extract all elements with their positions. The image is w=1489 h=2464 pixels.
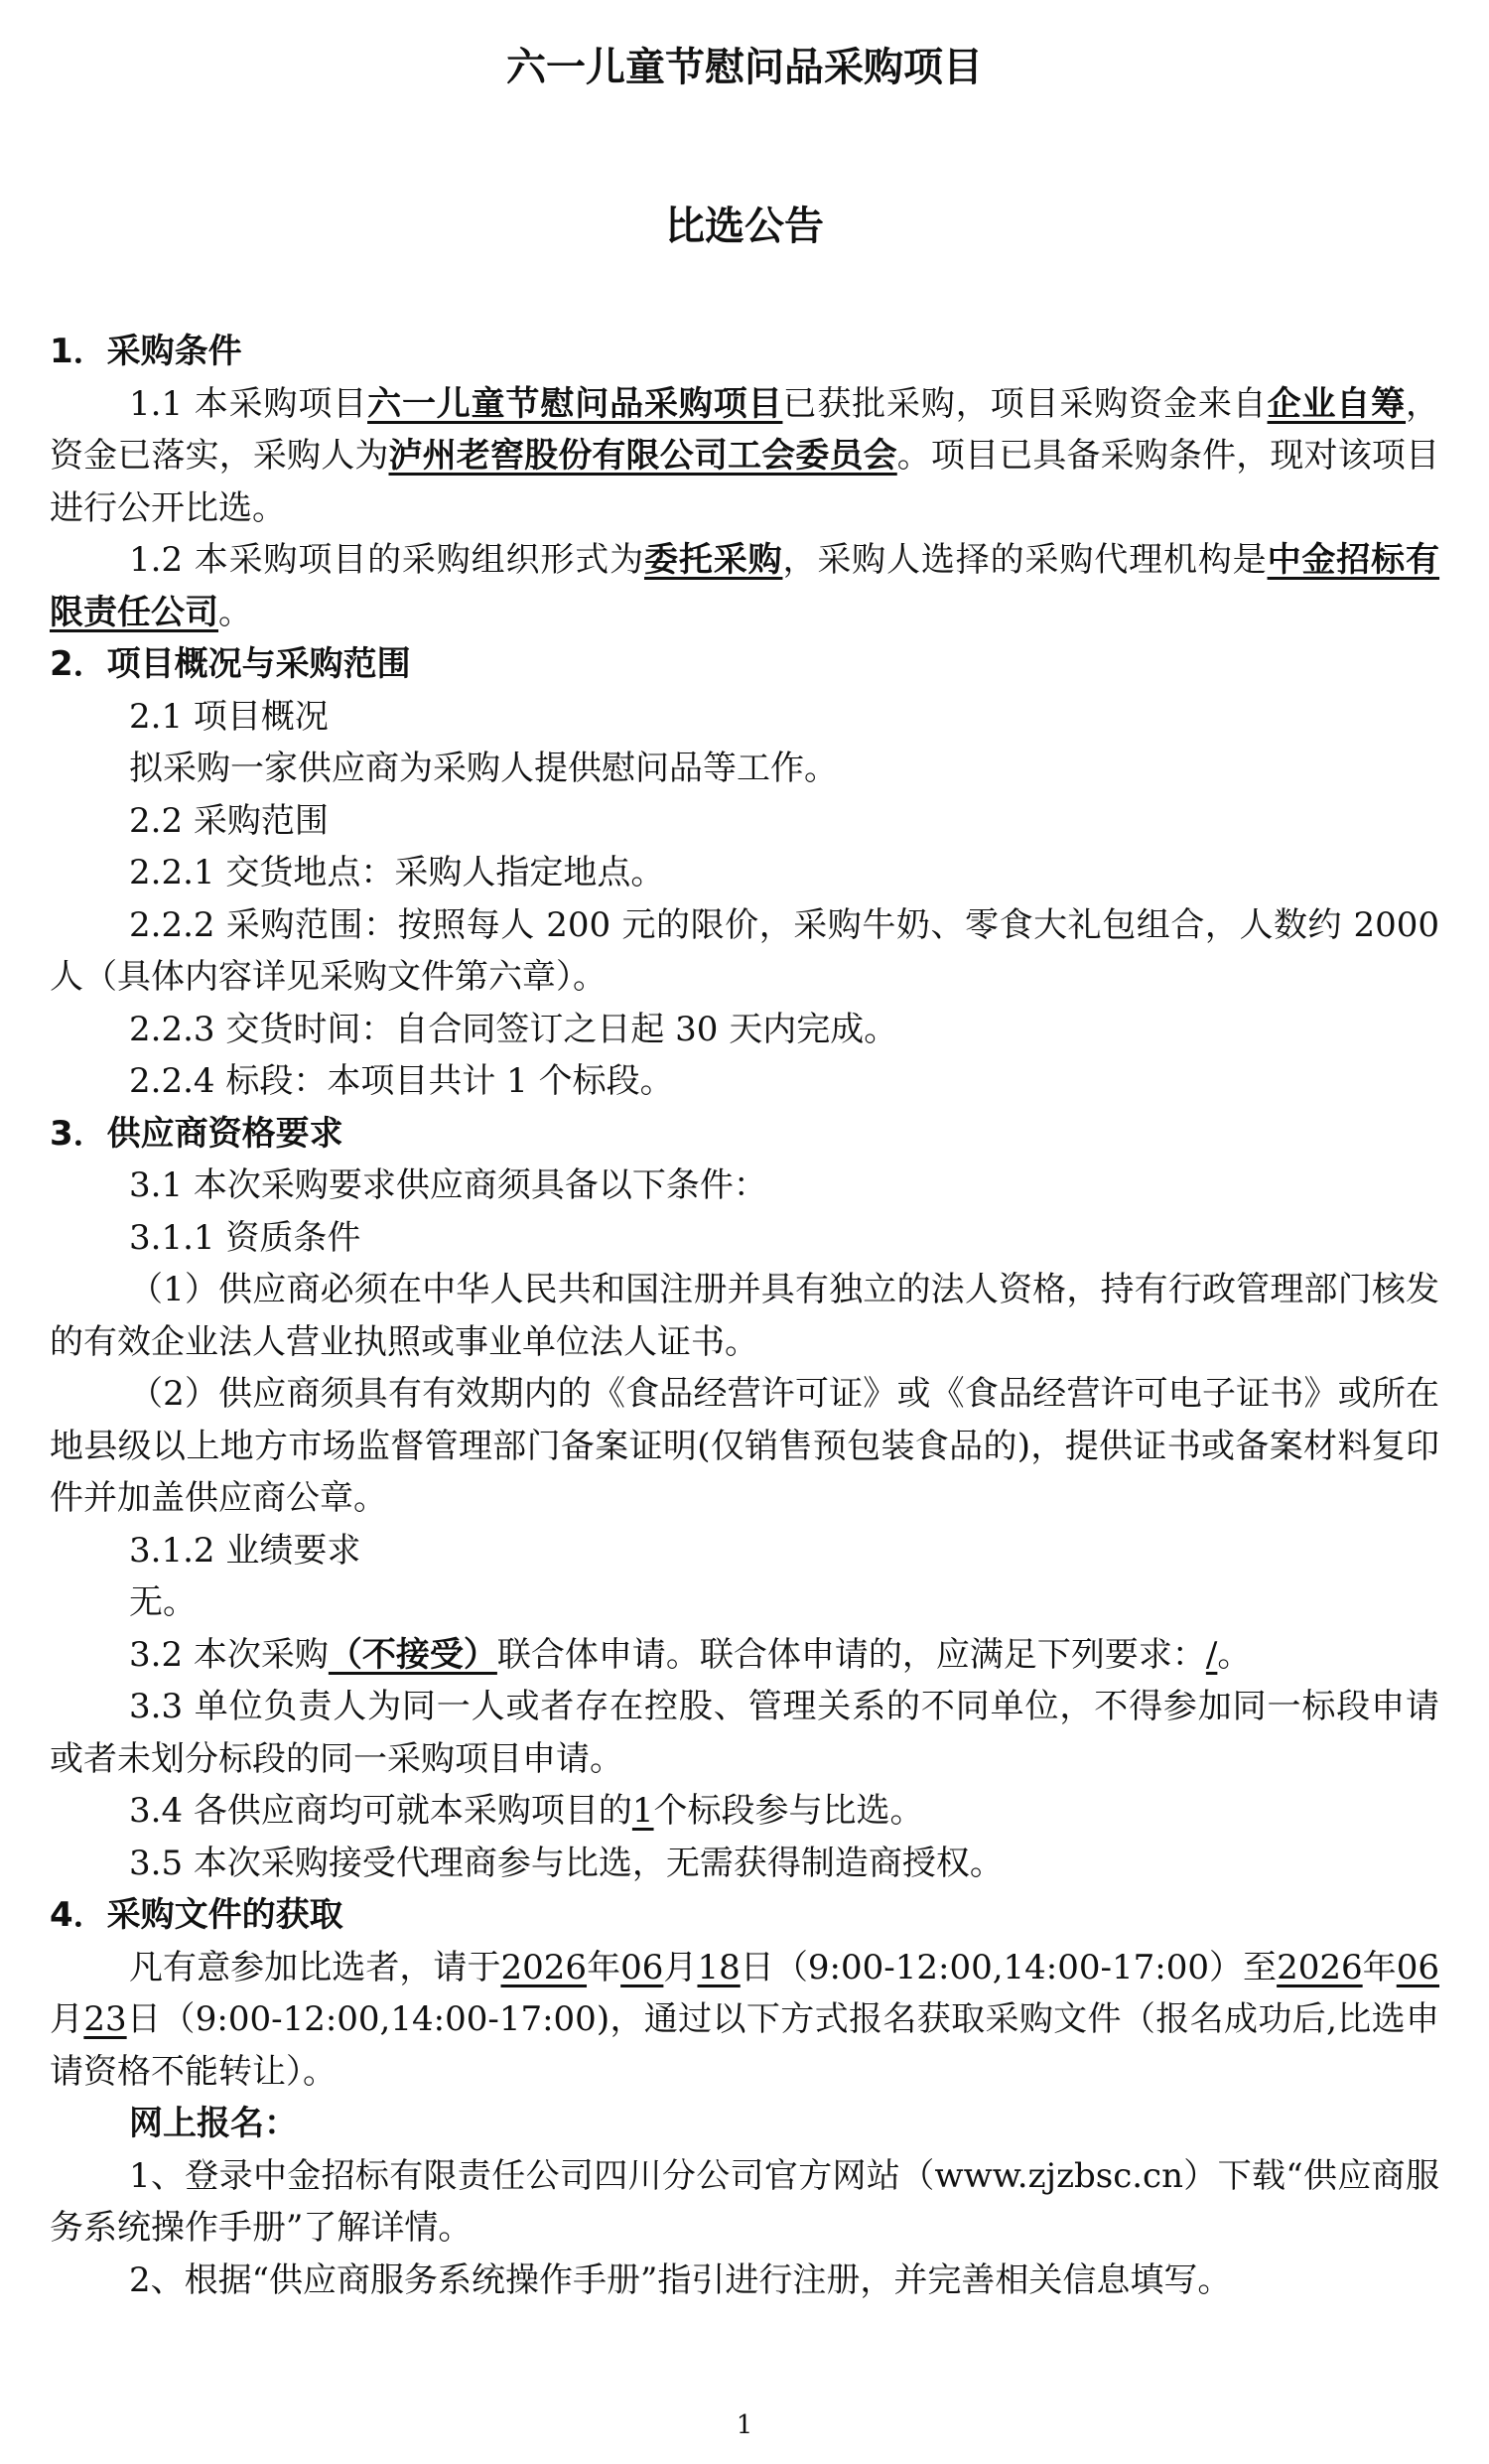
- document-body: [50, 326, 1439, 2306]
- start-day: 18: [697, 1947, 741, 1987]
- text: 月: [663, 1947, 698, 1987]
- section-1-heading: 1．采购条件: [50, 332, 242, 371]
- start-year: 2026: [500, 1947, 588, 1987]
- line-2-2-2: 2.2.2 采购范围：按照每人 200 元的限价，采购牛奶、零食大礼包组合，人数约 2000 人（具体内容详见采购文件第六章）。: [50, 904, 1439, 997]
- line-3-1: 3.1 本次采购要求供应商须具备以下条件：: [129, 1165, 767, 1205]
- text: 3.4 各供应商均可就本采购项目的: [129, 1791, 632, 1831]
- text: 日（9:00-12:00,14:00-17:00)，通过以下方式报名获取采购文件（报名成功后,比选申请资格不能转让）。: [50, 1999, 1440, 2092]
- text: 个标段参与比选。: [653, 1791, 924, 1831]
- text: 1.2 本采购项目的采购组织形式为: [129, 540, 644, 580]
- text: 1.1 本采购项目: [129, 383, 368, 424]
- text: 月: [50, 1999, 84, 2039]
- online-step-2: 2、根据“供应商服务系统操作手册”指引进行注册，并完善相关信息填写。: [129, 2259, 1232, 2300]
- paragraph-1-1: [50, 378, 1439, 535]
- consortium-requirements: /: [1205, 1634, 1218, 1675]
- text: 联合体申请。联合体申请的，应满足下列要求：: [496, 1634, 1206, 1675]
- line-3-1-2: 3.1.2 业绩要求: [129, 1530, 361, 1571]
- text: ，采购人选择的采购代理机构是: [782, 540, 1268, 580]
- line-2-2: 2.2 采购范围: [129, 800, 329, 841]
- online-registration-heading: 网上报名：: [129, 2104, 298, 2143]
- text: 日（9:00-12:00,14:00-17:00）至: [740, 1947, 1278, 1987]
- end-day: 23: [83, 1999, 127, 2039]
- text: 。: [1217, 1634, 1252, 1675]
- text: 3.2 本次采购: [129, 1634, 329, 1675]
- section-2-heading: 2．项目概况与采购范围: [50, 644, 411, 684]
- agency-name: 中金招标有限责任公司: [50, 540, 1440, 632]
- end-month: 06: [1396, 1947, 1439, 1987]
- consortium-acceptance: （不接受）: [328, 1634, 497, 1675]
- document-title: 六一儿童节慰问品采购项目: [506, 45, 983, 90]
- line-3-4: [50, 1785, 1439, 1838]
- online-step-1: 1、登录中金招标有限责任公司四川分公司官方网站（www.zjzbsc.cn）下载“供应商服务系统操作手册”了解详情。: [50, 2155, 1439, 2248]
- section-4-heading: 4．采购文件的获取: [50, 1895, 343, 1935]
- start-month: 06: [620, 1947, 664, 1987]
- line-3-3: 3.3 单位负责人为同一人或者存在控股、管理关系的不同单位，不得参加同一标段申请或者未划分标段的同一采购项目申请。: [50, 1687, 1439, 1779]
- line-2-1: 2.1 项目概况: [129, 696, 329, 737]
- text: 已获批采购，项目采购资金来自: [782, 383, 1268, 424]
- line-2-2-3: 2.2.3 交货时间：自合同签订之日起 30 天内完成。: [129, 1009, 898, 1049]
- paragraph-4-1: [50, 1942, 1439, 2099]
- line-3-5: 3.5 本次采购接受代理商参与比选，无需获得制造商授权。: [129, 1843, 1004, 1883]
- end-year: 2026: [1277, 1947, 1363, 1987]
- line-2-1-text: 拟采购一家供应商为采购人提供慰问品等工作。: [129, 749, 838, 788]
- page-number: 1: [736, 2410, 753, 2440]
- line-3-1-1: 3.1.1 资质条件: [129, 1217, 361, 1258]
- lot-count: 1: [631, 1791, 654, 1831]
- line-3-1-2-text: 无。: [129, 1582, 197, 1622]
- fund-source: 企业自筹: [1267, 383, 1407, 424]
- purchaser-name: 泸州老窖股份有限公司工会委员会: [388, 436, 897, 476]
- text: 年: [587, 1947, 621, 1987]
- line-3-1-1-item-1: （1）供应商必须在中华人民共和国注册并具有独立的法人资格，持有行政管理部门核发的有效企业法人营业执照或事业单位法人证书。: [50, 1270, 1439, 1362]
- section-3-heading: 3．供应商资格要求: [50, 1113, 343, 1154]
- text: ，资金已落实，采购人为: [50, 383, 1440, 476]
- line-3-1-1-item-2: （2）供应商须具有有效期内的《食品经营许可证》或《食品经营许可电子证书》或所在地县级以上地方市场监督管理部门备案证明(仅销售预包装食品的)，提供证书或备案材料复印件并加盖供应商公章。: [50, 1374, 1439, 1518]
- line-2-2-1: 2.2.1 交货地点：采购人指定地点。: [129, 853, 665, 892]
- line-3-2: [50, 1629, 1439, 1682]
- procurement-form: 委托采购: [643, 540, 783, 580]
- line-2-2-4: 2.2.4 标段：本项目共计 1 个标段。: [129, 1061, 674, 1101]
- paragraph-1-2: [50, 534, 1439, 638]
- text: 年: [1362, 1947, 1397, 1987]
- text: 。项目已具备采购条件，现对该项目进行公开比选。: [50, 436, 1439, 528]
- text: 凡有意参加比选者，请于: [129, 1947, 501, 1987]
- project-name: 六一儿童节慰问品采购项目: [367, 383, 783, 424]
- document-subtitle: 比选公告: [665, 204, 824, 249]
- text: 。: [218, 592, 252, 632]
